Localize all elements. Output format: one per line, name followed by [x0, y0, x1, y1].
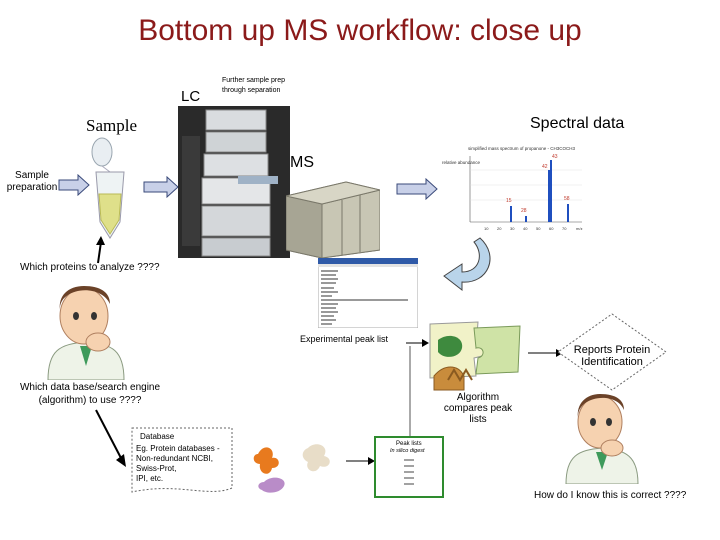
tick-40: 40	[523, 226, 528, 231]
experimental-peak-list-label: Experimental peak list	[300, 334, 389, 344]
peak-label-28: 28	[521, 208, 527, 214]
tick-10: 10	[484, 226, 489, 231]
arrow-to-peaklist	[346, 454, 376, 468]
arrow-to-spectrum	[396, 178, 438, 200]
which-proteins-question: Which proteins to analyze ????	[20, 262, 160, 273]
tick-60: 60	[549, 226, 554, 231]
peak-list-screenshot	[318, 258, 418, 328]
spectrum-title: simplified mass spectrum of propanone - CH3COCH3	[468, 146, 576, 151]
peak-label-58: 58	[564, 196, 570, 202]
curved-arrow	[440, 236, 500, 296]
database-description	[136, 444, 232, 484]
database-line: Non-redundant NCBI,	[136, 454, 213, 463]
reports-protein-identification-label: Reports Protein Identification	[573, 344, 651, 368]
algorithm-compares-label: Algorithm compares peak lists	[443, 392, 513, 425]
spectrum-xlabel: m/z	[576, 226, 583, 231]
spectrum-ylabel: relative abundance	[442, 160, 481, 165]
arrow-to-tube	[58, 174, 90, 196]
arrow-to-database	[94, 408, 130, 468]
arrow-up-to-tube	[92, 236, 108, 264]
scientist-thinking-image	[40, 280, 132, 380]
page-title: Bottom up MS workflow: close up	[138, 14, 582, 47]
how-do-i-know-question: How do I know this is correct ????	[534, 490, 687, 501]
database-heading: Database	[140, 432, 175, 441]
database-line: IPI, etc.	[136, 474, 164, 483]
sample-tube-image	[88, 132, 132, 242]
spectral-data-label: Spectral data	[530, 115, 625, 132]
peak-values-lines	[402, 458, 418, 490]
peak-label-43: 43	[552, 154, 558, 160]
peak-lists-subheading: In silico digest	[390, 448, 425, 454]
tick-20: 20	[497, 226, 502, 231]
further-sample-prep-label: Further sample prep through separation	[222, 77, 286, 94]
database-line: Swiss-Prot,	[136, 464, 177, 473]
sample-label: Sample	[86, 116, 137, 135]
lc-label: LC	[181, 88, 201, 105]
ms-instrument-image	[286, 172, 380, 258]
lc-instrument-image	[178, 106, 290, 258]
tick-70: 70	[562, 226, 567, 231]
tick-50: 50	[536, 226, 541, 231]
ms-label: MS	[290, 154, 314, 171]
tick-30: 30	[510, 226, 515, 231]
peak-lists-document	[374, 436, 444, 498]
scientist-2-thinking-image	[560, 388, 644, 484]
peak-lists-heading: Peak lists	[396, 441, 422, 447]
sample-preparation-label: Sample preparation	[6, 170, 58, 193]
protein-shapes-image	[250, 438, 360, 496]
database-line: Eg. Protein databases -	[136, 444, 220, 453]
peak-label-15: 15	[506, 198, 512, 204]
algorithm-puzzle-image	[424, 318, 526, 392]
which-database-question: Which data base/search engine (algorithm) to use ????	[19, 382, 161, 406]
peak-label-42: 42	[542, 164, 548, 170]
mass-spectrum-image	[440, 140, 590, 240]
arrow-to-lc	[143, 176, 179, 198]
